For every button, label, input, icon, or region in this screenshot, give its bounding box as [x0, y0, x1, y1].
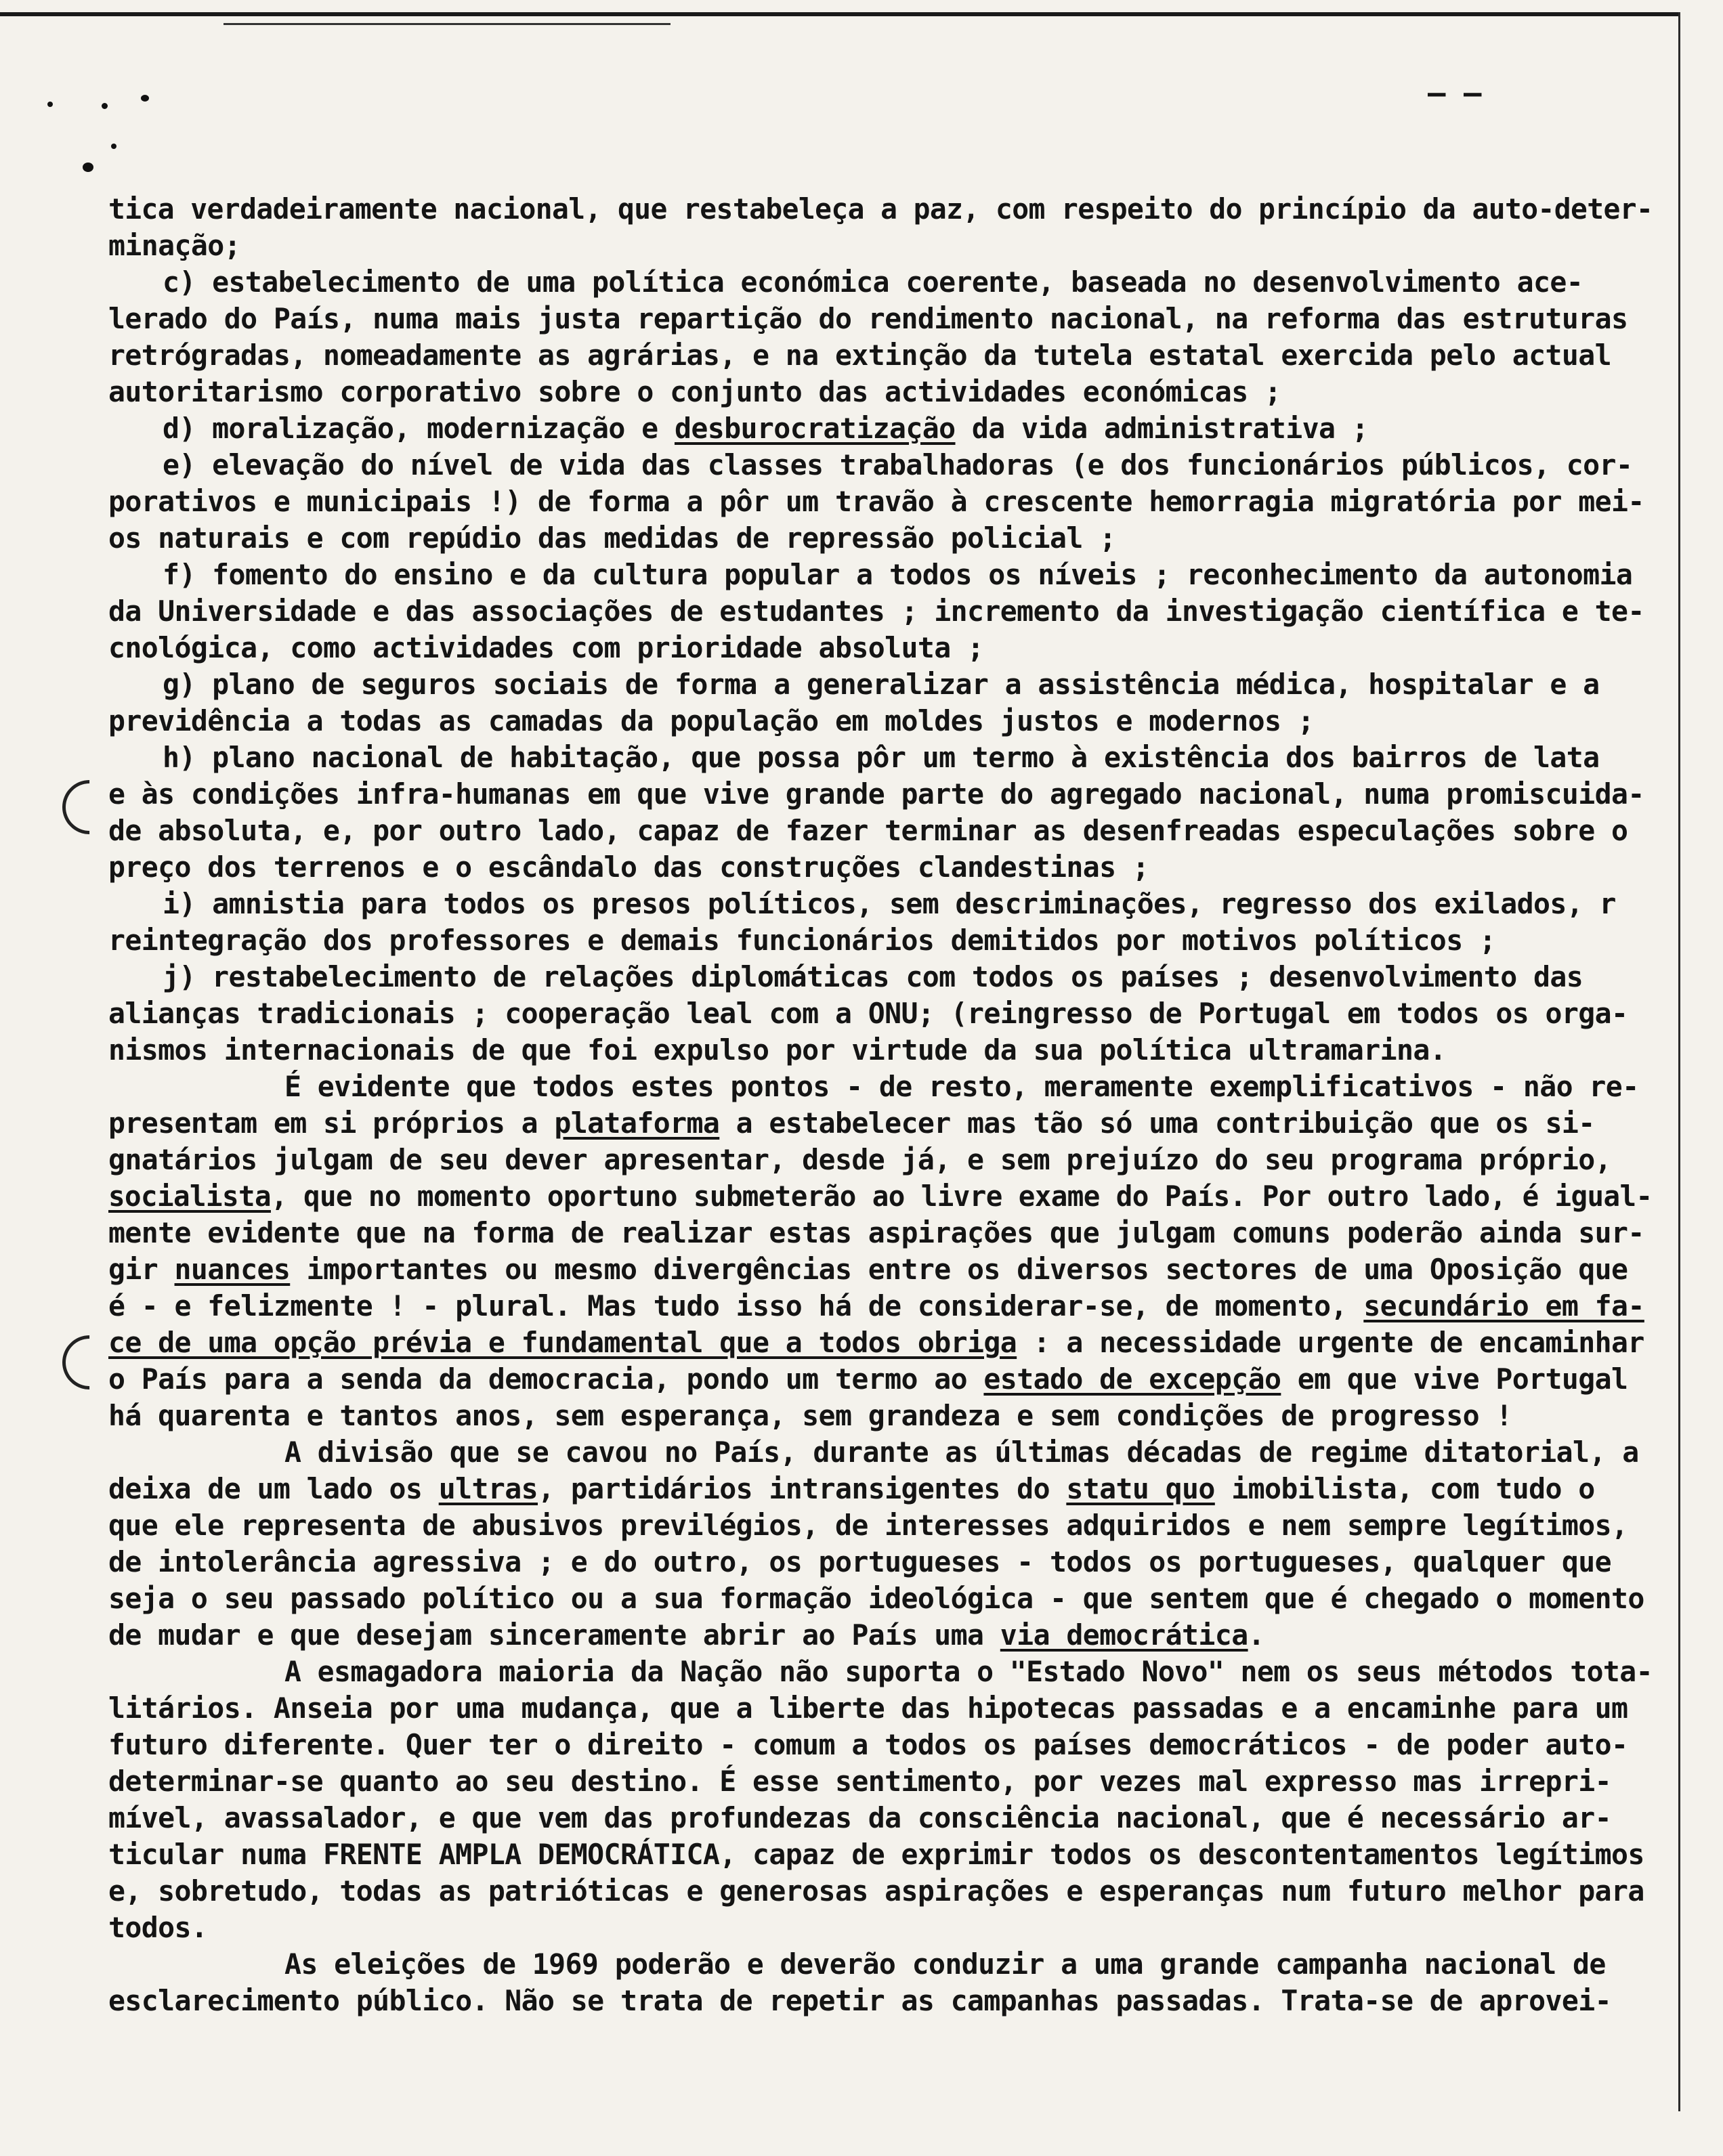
text-line: A esmagadora maioria da Nação não suporta o "Estado Novo" nem os seus métodos tota- [284, 1655, 1653, 1688]
right-edge-line [1678, 12, 1680, 2111]
text-line: nismos internacionais de que foi expulso por virtude da sua política ultramarina. [108, 1033, 1447, 1066]
text-line: mente evidente que na forma de realizar estas aspirações que julgam comuns poderão ainda sur- [108, 1216, 1644, 1249]
text-line: que ele representa de abusivos previlégios, de interesses adquiridos e nem sempre legítimos, [108, 1509, 1628, 1542]
ink-speck [102, 103, 108, 109]
text-line: retrógradas, nomeadamente as agrárias, e na extinção da tutela estatal exercida pelo actual [108, 339, 1612, 372]
text-line: de intolerância agressiva ; e do outro, os portugueses - todos os portugueses, qualquer que [108, 1545, 1612, 1578]
text-line: lerado do País, numa mais justa repartição do rendimento nacional, na reforma das estruturas [108, 302, 1628, 335]
text-line: tica verdadeiramente nacional, que restabeleça a paz, com respeito do princípio da auto-deter- [108, 192, 1653, 225]
text-run: d) moralização, modernização e [163, 412, 675, 445]
ink-speck [141, 95, 149, 102]
text-line: e) elevação do nível de vida das classes trabalhadoras (e dos funcionários públicos, cor- [163, 448, 1633, 481]
text-line [108, 1180, 1653, 1213]
text-run: em que vive Portugal [1281, 1362, 1628, 1396]
text-line: mível, avassalador, e que vem das profundezas da consciência nacional, que é necessário ar- [108, 1801, 1612, 1834]
text-line: É evidente que todos estes pontos - de resto, meramente exemplificativos - não re- [284, 1070, 1639, 1103]
text-line [108, 1289, 1644, 1323]
text-run: a estabelecer mas tão só uma contribuição que os si- [719, 1106, 1595, 1140]
text-run: importantes ou mesmo divergências entre os diversos sectores de uma Oposição que [290, 1253, 1628, 1286]
text-line: previdência a todas as camadas da população em moldes justos e modernos ; [108, 704, 1315, 737]
text-line [108, 1362, 1628, 1396]
text-line [108, 1618, 1264, 1652]
text-run: : a necessidade urgente de encaminhar [1017, 1326, 1644, 1359]
text-line [108, 1472, 1595, 1506]
text-run: é - e felizmente ! - plural. Mas tudo isso há de considerar-se, de momento, [108, 1289, 1364, 1322]
text-line: ticular numa FRENTE AMPLA DEMOCRÁTICA, capaz de exprimir todos os descontentamentos legítimos [108, 1838, 1644, 1871]
ink-speck [111, 144, 116, 149]
underlined-term: via democrática [1000, 1618, 1248, 1652]
text-line [108, 1106, 1595, 1140]
text-line: i) amnistia para todos os presos políticos, sem descriminações, regresso dos exilados, r [163, 887, 1616, 920]
text-line [108, 1326, 1644, 1360]
text-line: da Universidade e das associações de estudantes ; incremento da investigação científica e te- [108, 595, 1644, 628]
text-line: seja o seu passado político ou a sua formação ideológica - que sentem que é chegado o momento [108, 1582, 1644, 1615]
underlined-term: plataforma [554, 1106, 720, 1140]
text-line: autoritarismo corporativo sobre o conjunto das actividades económicas ; [108, 375, 1281, 408]
top-border-line [0, 12, 1680, 16]
text-line: minação; [108, 229, 241, 262]
text-line: g) plano de seguros sociais de forma a generalizar a assistência médica, hospitalar e a [163, 668, 1600, 701]
text-line: j) restabelecimento de relações diplomáticas com todos os países ; desenvolvimento das [163, 960, 1583, 993]
text-run: da vida administrativa ; [955, 412, 1369, 445]
text-line: h) plano nacional de habitação, que possa pôr um termo à existência dos bairros de lata [163, 741, 1600, 774]
underlined-term: socialista [108, 1180, 271, 1213]
text-line: f) fomento do ensino e da cultura popular a todos os níveis ; reconhecimento da autonomia [163, 558, 1633, 591]
text-line: litários. Anseia por uma mudança, que a liberte das hipotecas passadas e a encaminhe para um [108, 1691, 1628, 1725]
text-line: preço dos terrenos e o escândalo das construções clandestinas ; [108, 850, 1149, 884]
text-run: , que no momento oportuno submeterão ao livre exame do País. Por outro lado, é igual- [270, 1180, 1653, 1213]
text-line [108, 1253, 1628, 1287]
text-line: porativos e municipais !) de forma a pôr um travão à crescente hemorragia migratória por mei- [108, 485, 1644, 518]
text-run: , partidários intransigentes do [538, 1472, 1067, 1505]
text-run: presentam em si próprios a [108, 1106, 555, 1140]
text-run: de mudar e que desejam sinceramente abrir ao País uma [108, 1618, 1000, 1652]
underlined-term: ce de uma opção prévia e fundamental que a todos obriga [108, 1326, 1017, 1359]
underlined-term: nuances [174, 1253, 291, 1286]
text-line: de absoluta, e, por outro lado, capaz de fazer terminar as desenfreadas especulações sobre o [108, 814, 1628, 847]
ink-speck [47, 102, 53, 107]
underlined-term: statu quo [1066, 1472, 1215, 1505]
text-line: os naturais e com repúdio das medidas de repressão policial ; [108, 521, 1116, 555]
text-line: c) estabelecimento de uma política económica coerente, baseada no desenvolvimento ace- [163, 265, 1583, 299]
text-line: esclarecimento público. Não se trata de repetir as campanhas passadas. Trata-se de aprovei- [108, 1984, 1612, 2017]
text-line: determinar-se quanto ao seu destino. É esse sentimento, por vezes mal expresso mas irrepri- [108, 1765, 1612, 1798]
text-run: o País para a senda da democracia, pondo um termo ao [108, 1362, 984, 1396]
top-border-line-secondary [224, 23, 671, 25]
text-line: e, sobretudo, todas as patrióticas e generosas aspirações e esperanças num futuro melhor para [108, 1874, 1644, 1907]
underlined-term: estado de excepção [983, 1362, 1281, 1396]
text-line: As eleições de 1969 poderão e deverão conduzir a uma grande campanha nacional de [284, 1947, 1606, 1981]
underlined-term: secundário em fa- [1363, 1289, 1644, 1322]
text-run: gir [108, 1253, 175, 1286]
text-run: imobilista, com tudo o [1214, 1472, 1595, 1505]
underlined-term: desburocratização [674, 412, 956, 445]
text-run: . [1248, 1618, 1264, 1652]
text-line: alianças tradicionais ; cooperação leal com a ONU; (reingresso de Portugal em todos os orga- [108, 997, 1628, 1030]
text-run: deixa de um lado os [108, 1472, 439, 1505]
text-line: A divisão que se cavou no País, durante as últimas décadas de regime ditatorial, a [284, 1436, 1639, 1469]
text-line [163, 412, 1368, 446]
text-line: gnatários julgam de seu dever apresentar, desde já, e sem prejuízo do seu programa próprio, [108, 1143, 1612, 1176]
text-line: reintegração dos professores e demais funcionários demitidos por motivos políticos ; [108, 924, 1496, 957]
underlined-term: ultras [438, 1472, 538, 1505]
text-line: futuro diferente. Quer ter o direito - comum a todos os países democráticos - de poder auto- [108, 1728, 1628, 1761]
page-corner-mark: – – [1428, 76, 1482, 110]
text-line: e às condições infra-humanas em que vive grande parte do agregado nacional, numa promiscuida- [108, 777, 1644, 811]
text-line: cnológica, como actividades com prioridade absoluta ; [108, 631, 984, 664]
text-line: todos. [108, 1911, 208, 1944]
text-line: há quarenta e tantos anos, sem esperança, sem grandeza e sem condições de progresso ! [108, 1399, 1512, 1432]
ink-speck [83, 163, 93, 172]
